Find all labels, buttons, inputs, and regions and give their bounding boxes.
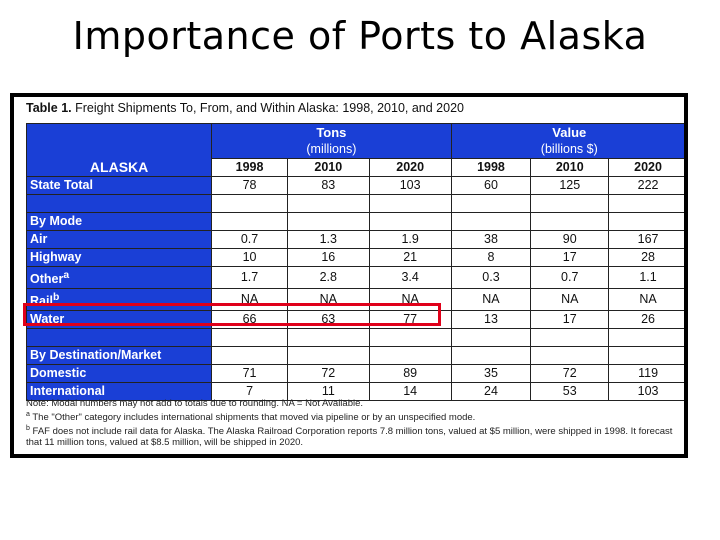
year-header: 2010 bbox=[287, 159, 369, 177]
tons-header bbox=[212, 124, 451, 159]
spacer-cell bbox=[369, 195, 451, 213]
blank-cell bbox=[609, 347, 688, 365]
spacer-cell bbox=[531, 329, 609, 347]
row-label: Water bbox=[27, 311, 212, 329]
note-text: The "Other" category includes international shipments that moved via pipeline or by an unspecified mode. bbox=[32, 412, 476, 424]
table-cell: 63 bbox=[287, 311, 369, 329]
table-cell: 11 bbox=[287, 383, 369, 401]
table-cell: 16 bbox=[287, 249, 369, 267]
footnote-mark: b bbox=[52, 292, 60, 304]
table-cell: 1.3 bbox=[287, 231, 369, 249]
table-cell: 1.9 bbox=[369, 231, 451, 249]
table-caption bbox=[26, 101, 464, 115]
blank-cell bbox=[609, 213, 688, 231]
note-line bbox=[26, 423, 676, 448]
table-cell: NA bbox=[369, 289, 451, 311]
spacer-cell bbox=[287, 329, 369, 347]
table-cell: 0.3 bbox=[451, 267, 531, 289]
row-label: Air bbox=[27, 231, 212, 249]
table-cell: 103 bbox=[609, 383, 688, 401]
year-header: 2020 bbox=[609, 159, 688, 177]
table-cell: 78 bbox=[212, 177, 288, 195]
value-title: Value bbox=[552, 125, 587, 140]
table-cell: 14 bbox=[369, 383, 451, 401]
table-row-domestic bbox=[27, 365, 688, 383]
tons-unit: (millions) bbox=[306, 142, 357, 156]
table-cell: 35 bbox=[451, 365, 531, 383]
table-cell: 13 bbox=[451, 311, 531, 329]
note-line: Note: Modal numbers may not add to totals due to rounding. NA = Not Available. bbox=[26, 398, 364, 409]
spacer-cell bbox=[369, 329, 451, 347]
blank-cell bbox=[212, 213, 288, 231]
table-cell: 1.7 bbox=[212, 267, 288, 289]
table-cell: 7 bbox=[212, 383, 288, 401]
table-cell: 10 bbox=[212, 249, 288, 267]
note-text: FAF does not include rail data for Alaska. The Alaska Railroad Corporation reports 7.8 million tons, valued at $5 million, were shipped in 1998. It forecast that 11 million tons, valued at $8.5 million, will be shipped in 2020. bbox=[26, 426, 673, 449]
spacer-cell bbox=[212, 329, 288, 347]
slide-title: Importance of Ports to Alaska bbox=[72, 14, 648, 58]
section-heading: By Mode bbox=[27, 213, 212, 231]
row-label: Domestic bbox=[27, 365, 212, 383]
year-header: 1998 bbox=[212, 159, 288, 177]
blank-cell bbox=[451, 213, 531, 231]
section-heading: By Destination/Market bbox=[27, 347, 212, 365]
table-cell: 167 bbox=[609, 231, 688, 249]
table-cell: 72 bbox=[531, 365, 609, 383]
region-label: ALASKA bbox=[27, 124, 212, 177]
blank-cell bbox=[531, 347, 609, 365]
table-row-other bbox=[27, 267, 688, 289]
table-cell: NA bbox=[609, 289, 688, 311]
spacer-cell bbox=[609, 329, 688, 347]
spacer-cell bbox=[451, 195, 531, 213]
blank-cell bbox=[287, 347, 369, 365]
table-caption-text: Freight Shipments To, From, and Within Alaska: 1998, 2010, and 2020 bbox=[71, 101, 464, 115]
spacer-cell bbox=[451, 329, 531, 347]
spacer-row bbox=[27, 195, 688, 213]
blank-cell bbox=[287, 213, 369, 231]
row-label-text: Rail bbox=[30, 294, 53, 309]
spacer-cell bbox=[27, 195, 212, 213]
spacer-row bbox=[27, 329, 688, 347]
table-row-state-total bbox=[27, 177, 688, 195]
table-cell: 3.4 bbox=[369, 267, 451, 289]
table-cell: 66 bbox=[212, 311, 288, 329]
value-header bbox=[451, 124, 687, 159]
footnote-mark: a bbox=[26, 411, 30, 418]
table-cell: NA bbox=[531, 289, 609, 311]
table-row-highway bbox=[27, 249, 688, 267]
table-notes bbox=[26, 398, 676, 448]
blank-cell bbox=[369, 213, 451, 231]
spacer-cell bbox=[212, 195, 288, 213]
spacer-cell bbox=[27, 329, 212, 347]
table-cell: 77 bbox=[369, 311, 451, 329]
blank-cell bbox=[451, 347, 531, 365]
table-cell: 38 bbox=[451, 231, 531, 249]
footnote-mark: a bbox=[63, 270, 70, 281]
header-row-groups bbox=[27, 124, 688, 159]
freight-shipments-table bbox=[26, 123, 688, 401]
spacer-cell bbox=[531, 195, 609, 213]
row-label-text: Other bbox=[30, 272, 64, 287]
note-line bbox=[26, 409, 676, 423]
blank-cell bbox=[369, 347, 451, 365]
footnote-mark: b bbox=[26, 425, 30, 433]
table-cell: 83 bbox=[287, 177, 369, 195]
table-cell: 24 bbox=[451, 383, 531, 401]
table-cell: 0.7 bbox=[212, 231, 288, 249]
water-row-highlight-box bbox=[23, 303, 441, 326]
table-cell: 17 bbox=[531, 311, 609, 329]
spacer-cell bbox=[609, 195, 688, 213]
table-cell: 222 bbox=[609, 177, 688, 195]
table-cell: 72 bbox=[287, 365, 369, 383]
table-caption-number: Table 1. bbox=[26, 101, 72, 115]
table-cell: 1.1 bbox=[609, 267, 688, 289]
blank-cell bbox=[212, 347, 288, 365]
value-unit: (billions $) bbox=[540, 142, 598, 156]
table-cell: NA bbox=[212, 289, 288, 311]
table-cell: 17 bbox=[531, 249, 609, 267]
table-cell: 60 bbox=[451, 177, 531, 195]
row-label: State Total bbox=[27, 177, 212, 195]
table-cell: 119 bbox=[609, 365, 688, 383]
tons-title: Tons bbox=[316, 125, 347, 140]
row-label: Highway bbox=[27, 249, 212, 267]
year-header: 2010 bbox=[531, 159, 609, 177]
table-cell: 8 bbox=[451, 249, 531, 267]
table-cell: 0.7 bbox=[531, 267, 609, 289]
table-cell: 71 bbox=[212, 365, 288, 383]
section-heading-by-mode bbox=[27, 213, 688, 231]
year-header: 1998 bbox=[451, 159, 531, 177]
blank-cell bbox=[531, 213, 609, 231]
spacer-cell bbox=[287, 195, 369, 213]
table-cell: NA bbox=[287, 289, 369, 311]
table-cell: NA bbox=[451, 289, 531, 311]
table-cell: 89 bbox=[369, 365, 451, 383]
table-cell: 53 bbox=[531, 383, 609, 401]
table-cell: 125 bbox=[531, 177, 609, 195]
table-image-frame bbox=[10, 93, 688, 458]
table-cell: 90 bbox=[531, 231, 609, 249]
table-cell: 28 bbox=[609, 249, 688, 267]
table-cell: 26 bbox=[609, 311, 688, 329]
year-header: 2020 bbox=[369, 159, 451, 177]
table-cell: 21 bbox=[369, 249, 451, 267]
table-cell: 2.8 bbox=[287, 267, 369, 289]
section-heading-by-destination bbox=[27, 347, 688, 365]
row-label: International bbox=[27, 383, 212, 401]
row-label bbox=[27, 267, 212, 289]
table-row-air bbox=[27, 231, 688, 249]
table-cell: 103 bbox=[369, 177, 451, 195]
